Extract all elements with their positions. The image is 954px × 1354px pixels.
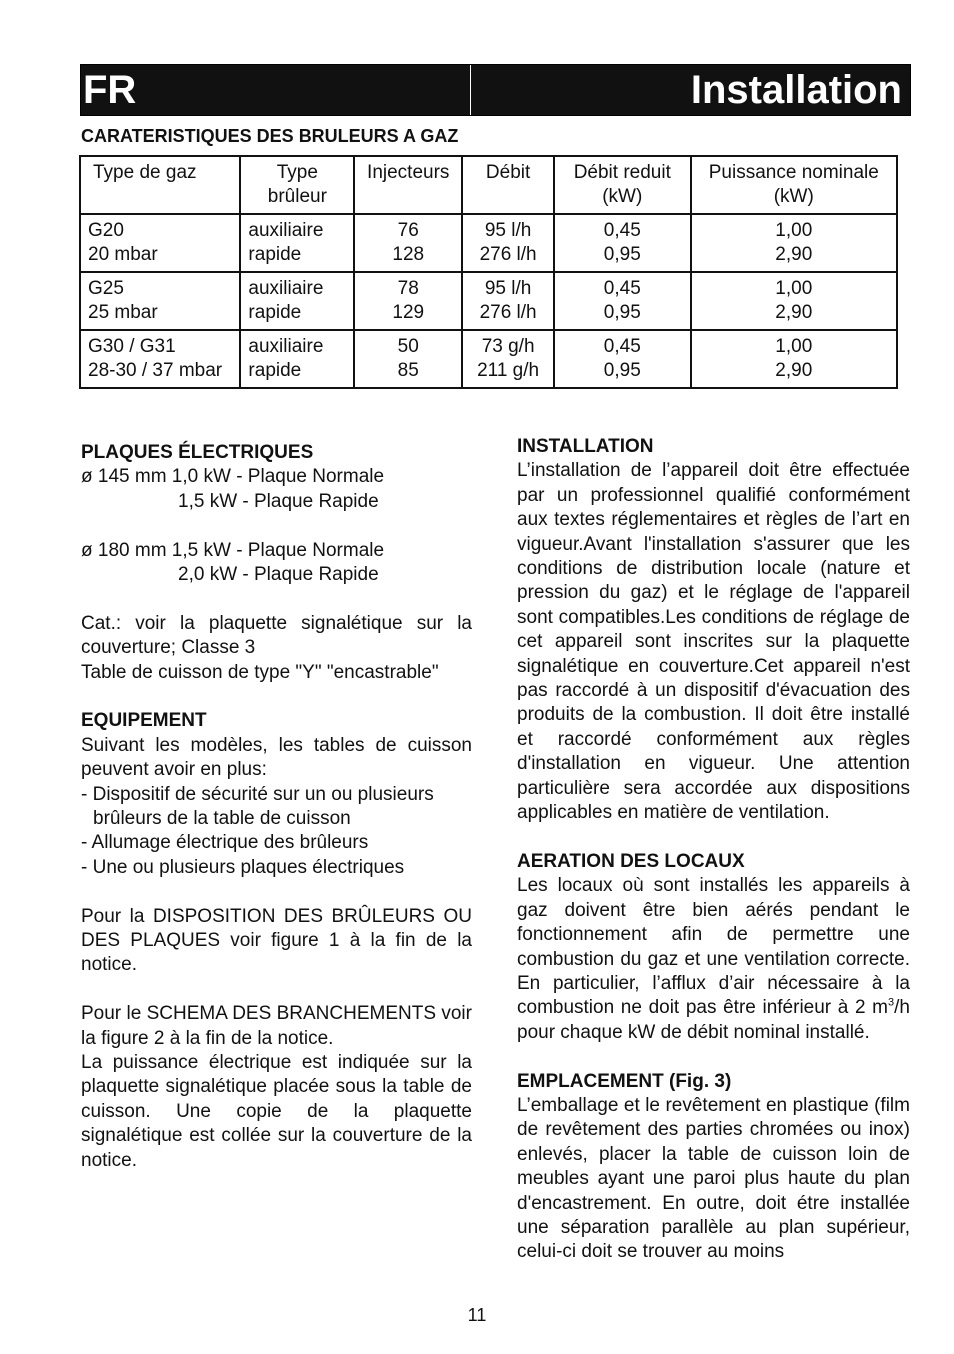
cell-burner: auxiliaire rapide — [240, 330, 354, 388]
header-injectors: Injecteurs — [354, 156, 462, 214]
header-flow: Débit — [462, 156, 554, 214]
installation-text: L’installation de l’appareil doit être effectuée par un professionnel qualifié conformément aux textes réglementaires et règles de l’art en vigueur.Avant l'installation s'assurer que les conditions de distribution locale (nature et pression du gaz) et le réglage de l'appareil sont compatibles.Les conditions de réglage de cet appareil sont inscrites sur la plaquette signalétique en couverture.Cet appareil n'est pas raccordé à un dispositif d'évacuation des produits de la combustion. Il doit être installé et raccordé conformément aux règles d'installation en vigueur. Une attention particulière sera accordée aux dispositions applicables en matière de ventilation. — [517, 460, 910, 824]
table-row — [80, 214, 897, 272]
cell-burner: auxiliaire rapide — [240, 272, 354, 330]
cell-flow: 73 g/h 211 g/h — [462, 330, 554, 388]
table-header-row — [80, 156, 897, 214]
disposition-text: Pour la DISPOSITION DES BRÛLEURS OU DES PLAQUES voir figure 1 à la fin de la notice. — [81, 905, 472, 976]
cell-reduced: 0,45 0,95 — [554, 330, 691, 388]
cell-gas: G25 25 mbar — [80, 272, 240, 330]
plate-145-normal: ø 145 mm 1,0 kW - Plaque Normale — [81, 466, 385, 488]
cell-gas: G20 20 mbar — [80, 214, 240, 272]
cell-reduced: 0,45 0,95 — [554, 272, 691, 330]
equipment-heading: EQUIPEMENT — [81, 710, 207, 732]
aeration-heading: AERATION DES LOCAUX — [517, 850, 745, 872]
burner-table — [79, 155, 898, 389]
table-row — [80, 272, 897, 330]
placement-heading: EMPLACEMENT (Fig. 3) — [517, 1070, 732, 1092]
power-text: La puissance électrique est indiquée sur la plaquette signalétique placée sous la table de cuisson. Une copie de la plaquette signalétique est collée sur la couverture de la notice. — [81, 1052, 472, 1171]
cell-nominal: 1,00 2,90 — [691, 272, 897, 330]
cell-injectors: 78 129 — [354, 272, 462, 330]
left-column — [81, 441, 472, 1173]
placement-text: L’emballage et le revêtement en plastique (film de revêtement des parties chromées ou inox) enlevés, placer la table de cuisson loin de meubles ayant une paroi plus haute du plan d'encastrement. En outre, doit étre installée une séparation parallèle au plan supérieur, celui-ci doit se trouver au moins — [517, 1094, 910, 1263]
equipment-intro: Suivant les modèles, les tables de cuisson peuvent avoir en plus: — [81, 734, 472, 781]
cell-flow: 95 l/h 276 l/h — [462, 214, 554, 272]
header-nominal-power: Puissance nominale (kW) — [691, 156, 897, 214]
cell-gas: G30 / G31 28-30 / 37 mbar — [80, 330, 240, 388]
installation-heading: INSTALLATION — [517, 436, 654, 457]
cell-injectors: 76 128 — [354, 214, 462, 272]
plate-180-rapid: 2,0 kW - Plaque Rapide — [178, 564, 379, 586]
language-label: FR — [81, 65, 471, 115]
page-number: 11 — [467, 1305, 487, 1325]
plate-180-normal: ø 180 mm 1,5 kW - Plaque Normale — [81, 539, 385, 561]
cell-burner: auxiliaire rapide — [240, 214, 354, 272]
equipment-item: - Une ou plusieurs plaques électriques — [81, 856, 405, 878]
table-type-text: Table de cuisson de type "Y" "encastrable" — [81, 661, 439, 683]
equipment-item: - Dispositif de sécurité sur un ou plusieurs — [81, 783, 434, 805]
header-gas-type: Type de gaz — [80, 156, 240, 214]
equipment-item-cont: brûleurs de la table de cuisson — [93, 808, 351, 830]
cell-reduced: 0,45 0,95 — [554, 214, 691, 272]
header-burner-type: Type brûleur — [240, 156, 354, 214]
header-reduced-flow: Débit reduit (kW) — [554, 156, 691, 214]
aeration-text: Les locaux où sont installés les appareils à gaz doivent être bien aérés pendant le fonctionnement afin de permettre une combustion du gaz et une ventilation correcte. En particulier, l’afflux d’air nécessaire à la combustion ne doit pas être inférieur à 2 $m^3/h$ pour chaque kW de débit nominal installé. — [517, 875, 910, 1043]
plates-heading: PLAQUES ÉLECTRIQUES — [81, 442, 314, 463]
cell-nominal: 1,00 2,90 — [691, 330, 897, 388]
page-header — [80, 64, 911, 116]
page-title: Installation — [471, 65, 910, 115]
plate-145-rapid: 1,5 kW - Plaque Rapide — [178, 490, 379, 512]
cell-nominal: 1,00 2,90 — [691, 214, 897, 272]
schema-text: Pour le SCHEMA DES BRANCHEMENTS voir la figure 2 à la fin de la notice. — [81, 1003, 472, 1049]
cell-injectors: 50 85 — [354, 330, 462, 388]
category-text: Cat.: voir la plaquette signalétique sur la couverture; Classe 3 — [81, 612, 472, 659]
right-column — [517, 435, 910, 1265]
cell-flow: 95 l/h 276 l/h — [462, 272, 554, 330]
table-row — [80, 330, 897, 388]
equipment-item: - Allumage électrique des brûleurs — [81, 832, 369, 854]
table-title: CARATERISTIQUES DES BRULEURS A GAZ — [81, 126, 459, 146]
